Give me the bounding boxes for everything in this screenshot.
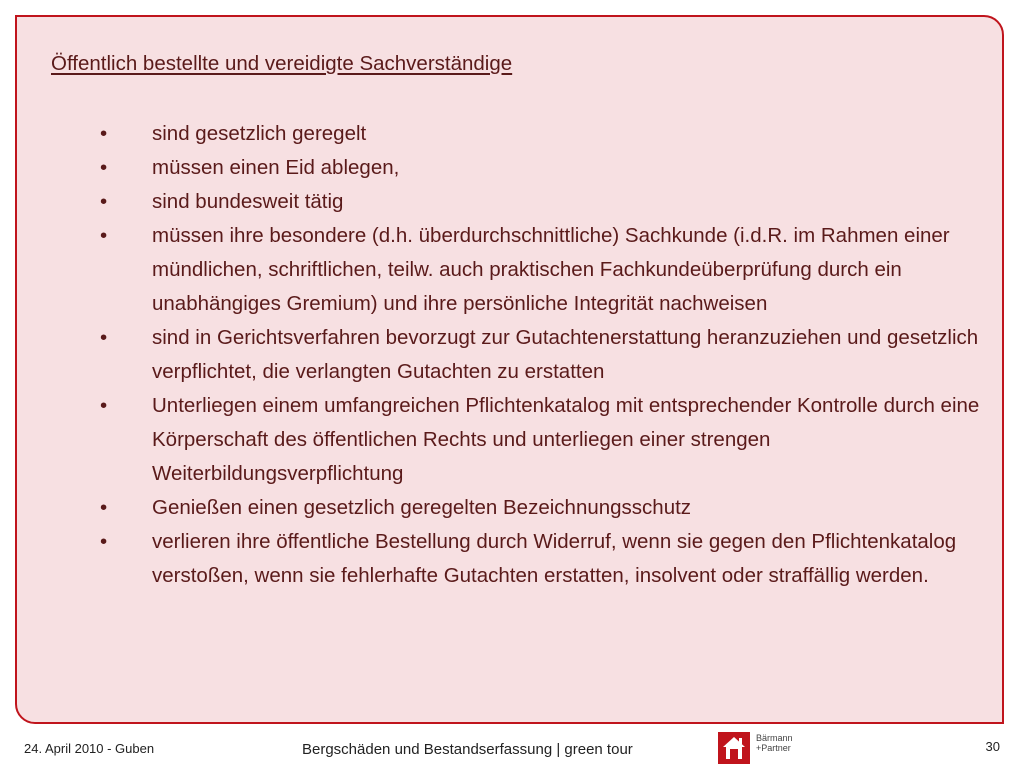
bullet-icon: • [100,190,108,213]
list-item-text: müssen ihre besondere (d.h. überdurchschnittliche) Sachkunde (i.d.R. im Rahmen einer mündlichen, schriftlichen, teilw. auch praktischen Fachkundeüberprüfung durch ein unabhängiges Gremium) und ihre persönliche Integrität nachweisen [152,224,950,315]
logo-text [756,733,793,753]
house-logo-icon [718,732,750,764]
logo-line-2: +Partner [756,743,791,753]
list-item-text: verlieren ihre öffentliche Bestellung durch Widerruf, wenn sie gegen den Pflichtenkatalog verstoßen, wenn sie fehlerhafte Gutachten erstatten, insolvent oder straffällig werden. [152,530,957,587]
list-item [100,491,982,525]
list-item-text: Unterliegen einem umfangreichen Pflichtenkatalog mit entsprechender Kontrolle durch eine Körperschaft des öffentlichen Rechts und unterliegen einer strengen Weiterbildungsverpflichtung [152,394,980,485]
list-item [100,389,982,491]
footer-title: Bergschäden und Bestandserfassung | green tour [302,741,633,758]
bullet-icon: • [100,122,108,145]
list-item-text: Genießen einen gesetzlich geregelten Bezeichnungsschutz [152,496,692,519]
list-item [100,321,982,389]
page-number: 30 [985,739,1000,754]
footer-date: 24. April 2010 - Guben [24,741,155,756]
bullet-icon: • [100,156,108,179]
bullet-icon: • [100,326,108,349]
company-logo [716,732,816,764]
list-item [100,151,982,185]
list-item-text: sind bundesweit tätig [152,190,344,213]
bullet-list [100,117,982,593]
logo-line-1: Bärmann [756,733,793,743]
list-item [100,219,982,321]
bullet-icon: • [100,496,108,519]
bullet-icon: • [100,530,108,553]
list-item [100,525,982,593]
bullet-icon: • [100,224,108,247]
bullet-icon: • [100,394,108,417]
list-item-text: sind gesetzlich geregelt [152,122,367,145]
list-item [100,185,982,219]
list-item-text: sind in Gerichtsverfahren bevorzugt zur Gutachtenerstattung heranzuziehen und gesetzlich verpflichtet, die verlangten Gutachten zu erstatten [152,326,979,383]
list-item [100,117,982,151]
list-item-text: müssen einen Eid ablegen, [152,156,400,179]
slide-heading: Öffentlich bestellte und vereidigte Sachverständige [51,52,513,75]
